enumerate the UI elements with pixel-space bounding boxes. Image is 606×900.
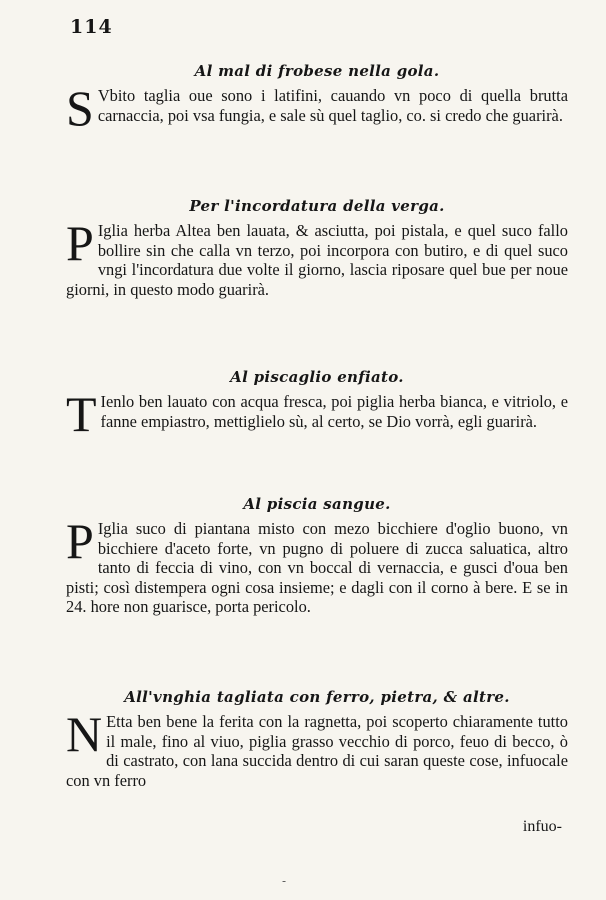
recipe-2 bbox=[66, 197, 568, 299]
recipe-3 bbox=[66, 368, 568, 442]
recipe-text bbox=[66, 386, 568, 442]
recipe-body: Iglia suco di piantana misto con mezo bicchiere d'oglio buono, vn bicchiere d'aceto forte, vn pugno di poluere di zucca saluatica, altro tanto di feccia di vino, con vn boccal di vernaccia, e gusci d'oua ben pisti; così distempera ogni cosa insieme; e dagli con il corno à bere. E se in 24. hore non guarisce, porta pericolo. bbox=[66, 519, 568, 617]
recipe-body: Iglia herba Altea ben lauata, & asciutta, poi pistala, e quel suco fallo bollire sin che calla vn terzo, poi incorpora con butiro, e di quel suco vngi l'incordatura due volte il giorno, lascia riposare quel bue per noue giorni, in questo modo guarirà. bbox=[66, 221, 568, 299]
recipe-text bbox=[66, 215, 568, 299]
recipe-heading: All'vnghia tagliata con ferro, pietra, & altre. bbox=[124, 688, 510, 706]
recipe-text bbox=[66, 513, 568, 617]
footer-mark: - bbox=[282, 874, 287, 888]
catchword: infuo- bbox=[522, 818, 562, 835]
recipe-heading: Al mal di frobese nella gola. bbox=[194, 62, 440, 80]
recipe-body: Etta ben bene la ferita con la ragnetta, poi scoperto chiaramente tutto il male, fino al viuo, piglia grasso vecchio di porco, feuo di becco, ò di castrato, con lana succida dentro di cui saran queste cose, infuocale con vn ferro bbox=[66, 712, 568, 790]
drop-cap-initial: N bbox=[66, 706, 103, 762]
recipe-heading: Al piscaglio enfiato. bbox=[230, 368, 404, 386]
recipe-heading: Per l'incordatura della verga. bbox=[189, 197, 445, 215]
drop-cap-initial: T bbox=[66, 386, 97, 442]
page-number: 114 bbox=[70, 16, 113, 38]
recipe-1 bbox=[66, 62, 568, 136]
recipe-text bbox=[66, 706, 568, 790]
drop-cap-initial: S bbox=[66, 80, 94, 136]
recipe-text bbox=[66, 80, 568, 136]
drop-cap-initial: P bbox=[66, 513, 94, 569]
recipe-heading: Al piscia sangue. bbox=[243, 495, 391, 513]
recipe-body: Ienlo ben lauato con acqua fresca, poi piglia herba bianca, e vitriolo, e fanne empiastro, mettiglielo sù, al certo, se Dio vorrà, egli guarirà. bbox=[100, 392, 568, 431]
recipe-5 bbox=[66, 688, 568, 790]
recipe-body: Vbito taglia oue sono i latifini, cauando vn poco di quella brutta carnaccia, poi vsa fungia, e sale sù quel taglio, co. si credo che guarirà. bbox=[97, 86, 568, 125]
recipe-4 bbox=[66, 495, 568, 617]
drop-cap-initial: P bbox=[66, 215, 94, 271]
